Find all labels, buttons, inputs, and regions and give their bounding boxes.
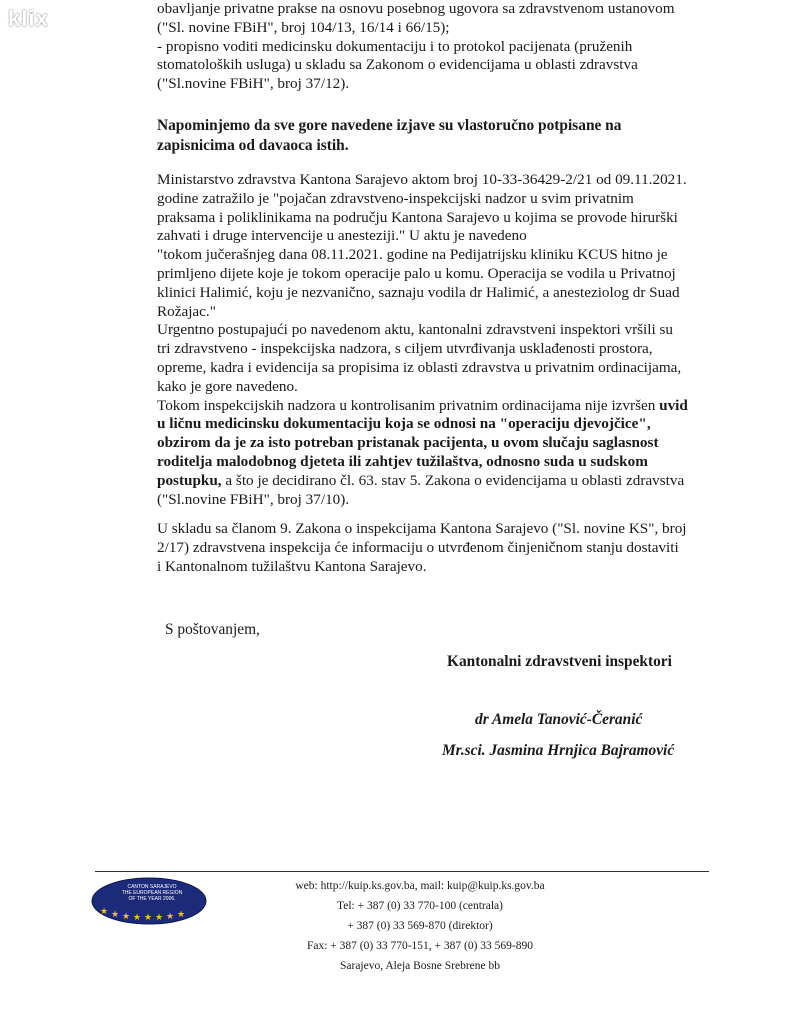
closing-paragraph — [157, 520, 725, 576]
text-line: zapisnicima od davaoca istih. — [157, 137, 349, 154]
text-line: ("Sl.novine FBiH", broj 37/10). — [157, 490, 350, 508]
signature-title: Kantonalni zdravstveni inspektori — [447, 653, 672, 670]
signature-name: dr Amela Tanović-Čeranić — [475, 711, 643, 728]
text-line: tri zdravstveno - inspekcijska nadzora, s ciljem utvrđivanja usklađenosti prostora, — [157, 340, 653, 358]
logo-text-line: OF THE YEAR 2006. — [128, 896, 176, 902]
text-line: - propisno voditi medicinsku dokumentaciju i to protokol pacijenata (pruženih — [157, 37, 633, 55]
text-line: godine zatražilo je "pojačan zdravstveno-inspekcijski nadzor u svim privatnim — [157, 189, 634, 207]
finding-bold-line: roditelja malodobnog djeteta ili zahtjev tužilaštva, odnosno suda u sudskom — [157, 452, 648, 470]
text-line: Napominjemo da sve gore navedene izjave su vlastoručno potpisane na — [157, 117, 622, 134]
finding-bold-line: obzirom da je za isto potreban pristanak pacijenta, u ovom slučaju saglasnost — [157, 434, 659, 452]
text-line: stomatoloških usluga) u skladu sa Zakonom o evidencijama u oblasti zdravstva — [157, 56, 638, 74]
logo-text-line: THE EUROPEAN REGION — [121, 890, 183, 896]
footer-tel: Tel: + 387 (0) 33 770-100 (centrala) — [337, 900, 503, 912]
star-icon: ★ — [133, 913, 142, 923]
footer-address: Sarajevo, Aleja Bosne Srebrene bb — [340, 960, 500, 972]
finding-line — [157, 397, 725, 416]
finding-bold-end: postupku, — [157, 471, 222, 489]
text-line: obavljanje privatne prakse na osnovu posebnog ugovora sa zdravstvenom ustanovom — [157, 0, 675, 17]
canton-sarajevo-logo — [90, 876, 208, 926]
text-line: 2/17) zdravstvena inspekcija će informaciju o utvrđenom činjeničnom stanju dostaviti — [157, 538, 679, 556]
text-line: opreme, kadra i evidencija sa propisima iz oblasti zdravstva u privatnim ordinacijama, — [157, 358, 682, 376]
finding-tail-line — [157, 472, 725, 491]
text-line: U skladu sa članom 9. Zakona o inspekcijama Kantona Sarajevo ("Sl. novine KS", broj — [157, 520, 687, 537]
footer-tel-director: + 387 (0) 33 569-870 (direktor) — [347, 920, 493, 932]
text-line: kako je gore navedeno. — [157, 377, 298, 395]
star-icon: ★ — [155, 913, 164, 923]
text-line: Rožajac." — [157, 302, 216, 320]
footer-divider — [95, 871, 709, 872]
footer-contact — [230, 876, 610, 976]
finding-prefix: Tokom inspekcijskih nadzora u kontrolisanim privatnim ordinacijama nije izvršen — [157, 396, 656, 414]
text-line: Ministarstvo zdravstva Kantona Sarajevo aktom broj 10-33-36429-2/21 od 09.11.2021. — [157, 171, 687, 188]
body-paragraph — [157, 171, 725, 509]
text-line: i Kantonalnom tužilaštvu Kantona Sarajevo. — [157, 557, 427, 575]
text-line: ("Sl. novine FBiH", broj 104/13, 16/14 i 66/15); — [157, 18, 450, 36]
greeting: S poštovanjem, — [165, 621, 260, 638]
intro-paragraph — [157, 0, 725, 94]
star-icon: ★ — [122, 912, 131, 922]
footer-web-mail: web: http://kuip.ks.gov.ba, mail: kuip@kuip.ks.gov.ba — [295, 880, 545, 892]
text-line: zahvati i druge intervencije u anesteziji." U aktu je navedeno — [157, 227, 527, 245]
text-line: klinici Halimić, koju je nezvanično, saznaju vodila dr Halimić, a anesteziolog dr Suad — [157, 283, 680, 301]
finding-bold-start: uvid — [659, 396, 688, 414]
note-paragraph — [157, 116, 725, 156]
text-line: ("Sl.novine FBiH", broj 37/12). — [157, 75, 350, 93]
star-icon: ★ — [100, 907, 109, 917]
star-icon: ★ — [166, 912, 175, 922]
text-line: primljeno dijete koje je tokom operacije palo u komu. Operacija se vodila u Privatnoj — [157, 264, 676, 282]
star-icon: ★ — [111, 910, 120, 920]
watermark: klix — [8, 6, 49, 31]
text-line: "tokom jučerašnjeg dana 08.11.2021. godine na Pedijatrijsku kliniku KCUS hitno je — [157, 246, 668, 264]
star-icon: ★ — [144, 913, 153, 923]
footer-fax: Fax: + 387 (0) 33 770-151, + 387 (0) 33 569-890 — [306, 940, 534, 952]
logo-text-line: CANTON SARAJEVO — [127, 884, 177, 890]
star-icon: ★ — [177, 910, 186, 920]
text-line: praksama i poliklinikama na području Kantona Sarajevo u kojima se provode hirurški — [157, 208, 678, 226]
text-line: Urgentno postupajući po navedenom aktu, kantonalni zdravstveni inspektori vršili su — [157, 321, 673, 339]
finding-tail: a što je decidirano čl. 63. stav 5. Zakona o evidencijama u oblasti zdravstva — [221, 471, 685, 489]
signature-name: Mr.sci. Jasmina Hrnjica Bajramović — [442, 742, 675, 759]
finding-bold-line: u ličnu medicinsku dokumentaciju koja se odnosi na "operaciju djevojčice", — [157, 415, 651, 433]
